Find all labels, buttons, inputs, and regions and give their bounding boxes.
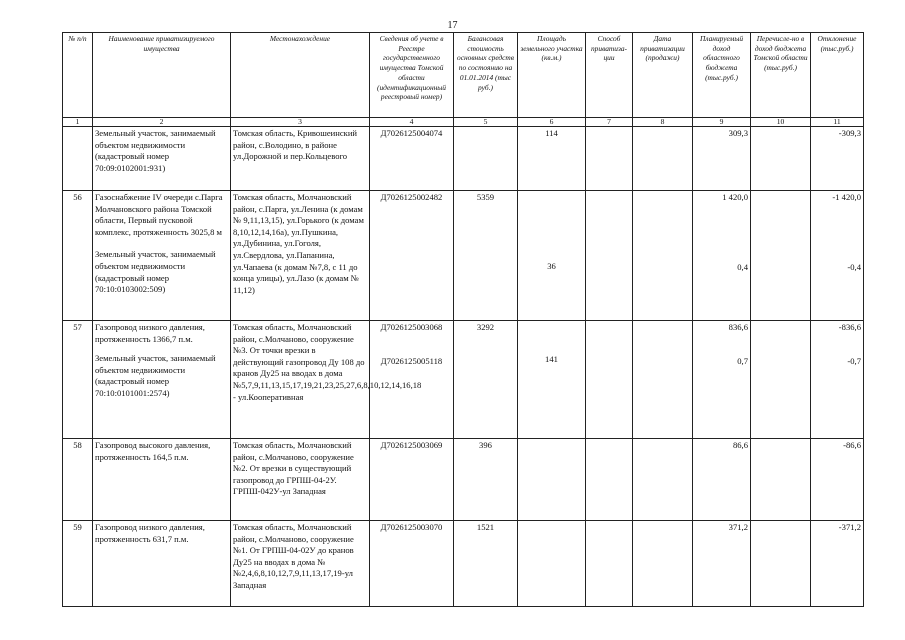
col-number: 10 <box>751 118 811 127</box>
row-name-primary: Газоснабжение IV очереди с.Парга Молчановского района Томской области, Первый пусковой комплекс, протяженность 3025,8 м <box>95 192 223 237</box>
header-area: Площадь земельного участка (кв.м.) <box>518 33 586 118</box>
col-number: 8 <box>633 118 693 127</box>
row-location: Томская область, Молчановский район, с.Молчаново, сооружение №3. От точки врезки в действующий газопровод Ду 108 до кранов Ду25 на вводах в дома №5,7,9,11,13,15,17,19,21,23,25,27,6,8,10,12,14,16,18 - ул.Кооперативная <box>231 321 370 439</box>
col-number: 7 <box>586 118 633 127</box>
row-name: Земельный участок, занимаемый объектом недвижимости (кадастровый номер 70:09:0102001:931) <box>93 127 231 191</box>
table-row <box>63 521 864 607</box>
row-income-primary: 1 420,0 <box>722 192 748 202</box>
row-location: Томская область, Кривошеинский район, с.Володино, в районе ул.Дорожной и пер.Кольцевого <box>231 127 370 191</box>
row-deviation-secondary: -0,4 <box>847 261 861 272</box>
header-transferred: Перечисле-но в доход бюджета Томской области (тыс.руб.) <box>751 33 811 118</box>
row-num: 58 <box>63 439 93 521</box>
row-location: Томская область, Молчановский район, с.Молчаново, сооружение №2. От врезки в существующий газопровод до ГРПШ-04-2У. ГРПШ-042У-ул Западная <box>231 439 370 521</box>
row-income <box>693 321 751 439</box>
row-income-secondary: 0,7 <box>737 355 748 366</box>
row-deviation: -86,6 <box>811 439 864 521</box>
row-area <box>518 321 586 439</box>
row-name: Газопровод низкого давления, протяженность 631,7 п.м. <box>93 521 231 607</box>
row-method <box>586 321 633 439</box>
row-transferred <box>751 191 811 321</box>
row-name <box>93 191 231 321</box>
row-name <box>93 321 231 439</box>
row-registry-primary: Д7026125003068 <box>380 322 443 332</box>
row-deviation: -309,3 <box>811 127 864 191</box>
col-number: 5 <box>454 118 518 127</box>
row-area: 114 <box>518 127 586 191</box>
header-location: Местонахождение <box>231 33 370 118</box>
header-num: № п/п <box>63 33 93 118</box>
row-income: 86,6 <box>693 439 751 521</box>
row-date <box>633 127 693 191</box>
row-transferred <box>751 321 811 439</box>
col-number: 6 <box>518 118 586 127</box>
row-location: Томская область, Молчановский район, с.Парга, ул.Ленина (к домам № 9,11,13,15), ул.Горького (к домам 8,10,12,14,16а), ул.Пушкина, ул.Дубинина, ул.Гоголя, ул.Свердлова, ул.Папанина, ул.Чапаева (к домам №7,8, с 11 до конца улицы), ул.Лазо (к домам № 11,12) <box>231 191 370 321</box>
row-name: Газопровод высокого давления, протяженность 164,5 п.м. <box>93 439 231 521</box>
row-registry-secondary: Д7026125005118 <box>380 355 443 366</box>
row-method <box>586 439 633 521</box>
col-number: 3 <box>231 118 370 127</box>
row-date <box>633 191 693 321</box>
row-registry: Д7026125002482 <box>370 191 454 321</box>
row-balance: 3292 <box>454 321 518 439</box>
header-deviation: Отклонение (тыс.руб.) <box>811 33 864 118</box>
row-date <box>633 321 693 439</box>
row-transferred <box>751 521 811 607</box>
row-location: Томская область, Молчановский район, с.Молчаново, сооружение №1. От ГРПШ-04-02У до кранов Ду25 на вводах в дома №№2,4,6,8,10,12,7,9,11,13,17,19-ул Западная <box>231 521 370 607</box>
row-income: 309,3 <box>693 127 751 191</box>
row-num: 56 <box>63 191 93 321</box>
row-method <box>586 191 633 321</box>
row-name-primary: Газопровод низкого давления, протяженность 1366,7 п.м. <box>95 322 205 344</box>
row-area-value: 36 <box>547 261 556 271</box>
table-row <box>63 321 864 439</box>
col-number: 2 <box>93 118 231 127</box>
row-deviation: -371,2 <box>811 521 864 607</box>
row-area-value: 141 <box>545 354 558 364</box>
header-planned-income: Планируемый доход областного бюджета (тыс.руб.) <box>693 33 751 118</box>
row-deviation-secondary: -0,7 <box>847 355 861 366</box>
header-registry: Сведения об учете в Реестре государственного имущества Томской области (идентификационный реестровый номер) <box>370 33 454 118</box>
row-method <box>586 521 633 607</box>
row-registry: Д7026125003070 <box>370 521 454 607</box>
col-number: 11 <box>811 118 864 127</box>
row-income-primary: 836,6 <box>728 322 748 332</box>
row-transferred <box>751 127 811 191</box>
row-deviation <box>811 321 864 439</box>
column-numbers-row <box>63 118 864 127</box>
row-area <box>518 521 586 607</box>
row-balance: 5359 <box>454 191 518 321</box>
header-name: Наименование приватизируемого имущества <box>93 33 231 118</box>
col-number: 4 <box>370 118 454 127</box>
row-num <box>63 127 93 191</box>
row-balance: 1521 <box>454 521 518 607</box>
row-balance <box>454 127 518 191</box>
row-name-secondary: Земельный участок, занимаемый объектом недвижимости (кадастровый номер 70:10:0103002:509) <box>95 249 216 295</box>
row-balance: 396 <box>454 439 518 521</box>
row-num: 59 <box>63 521 93 607</box>
row-area <box>518 439 586 521</box>
page-number: 17 <box>447 20 458 31</box>
table-row <box>63 191 864 321</box>
col-number: 9 <box>693 118 751 127</box>
row-transferred <box>751 439 811 521</box>
header-method: Способ приватиза-ции <box>586 33 633 118</box>
table-row <box>63 127 864 191</box>
row-deviation-primary: -836,6 <box>838 322 861 332</box>
col-number: 1 <box>63 118 93 127</box>
header-date: Дата приватизации (продажи) <box>633 33 693 118</box>
row-method <box>586 127 633 191</box>
header-row <box>63 33 864 118</box>
table-row <box>63 439 864 521</box>
row-date <box>633 439 693 521</box>
row-income-secondary: 0,4 <box>737 261 748 272</box>
row-date <box>633 521 693 607</box>
row-registry: Д7026125004074 <box>370 127 454 191</box>
privatization-table <box>62 32 864 607</box>
row-area <box>518 191 586 321</box>
row-registry: Д7026125003069 <box>370 439 454 521</box>
row-income <box>693 191 751 321</box>
row-income: 371,2 <box>693 521 751 607</box>
row-num: 57 <box>63 321 93 439</box>
header-balance: Балансовая стоимость основных средств по состоянию на 01.01.2014 (тыс руб.) <box>454 33 518 118</box>
row-deviation <box>811 191 864 321</box>
row-deviation-primary: -1 420,0 <box>832 192 861 202</box>
row-name-secondary: Земельный участок, занимаемый объектом недвижимости (кадастровый номер 70:10:0101001:2574) <box>95 353 216 398</box>
